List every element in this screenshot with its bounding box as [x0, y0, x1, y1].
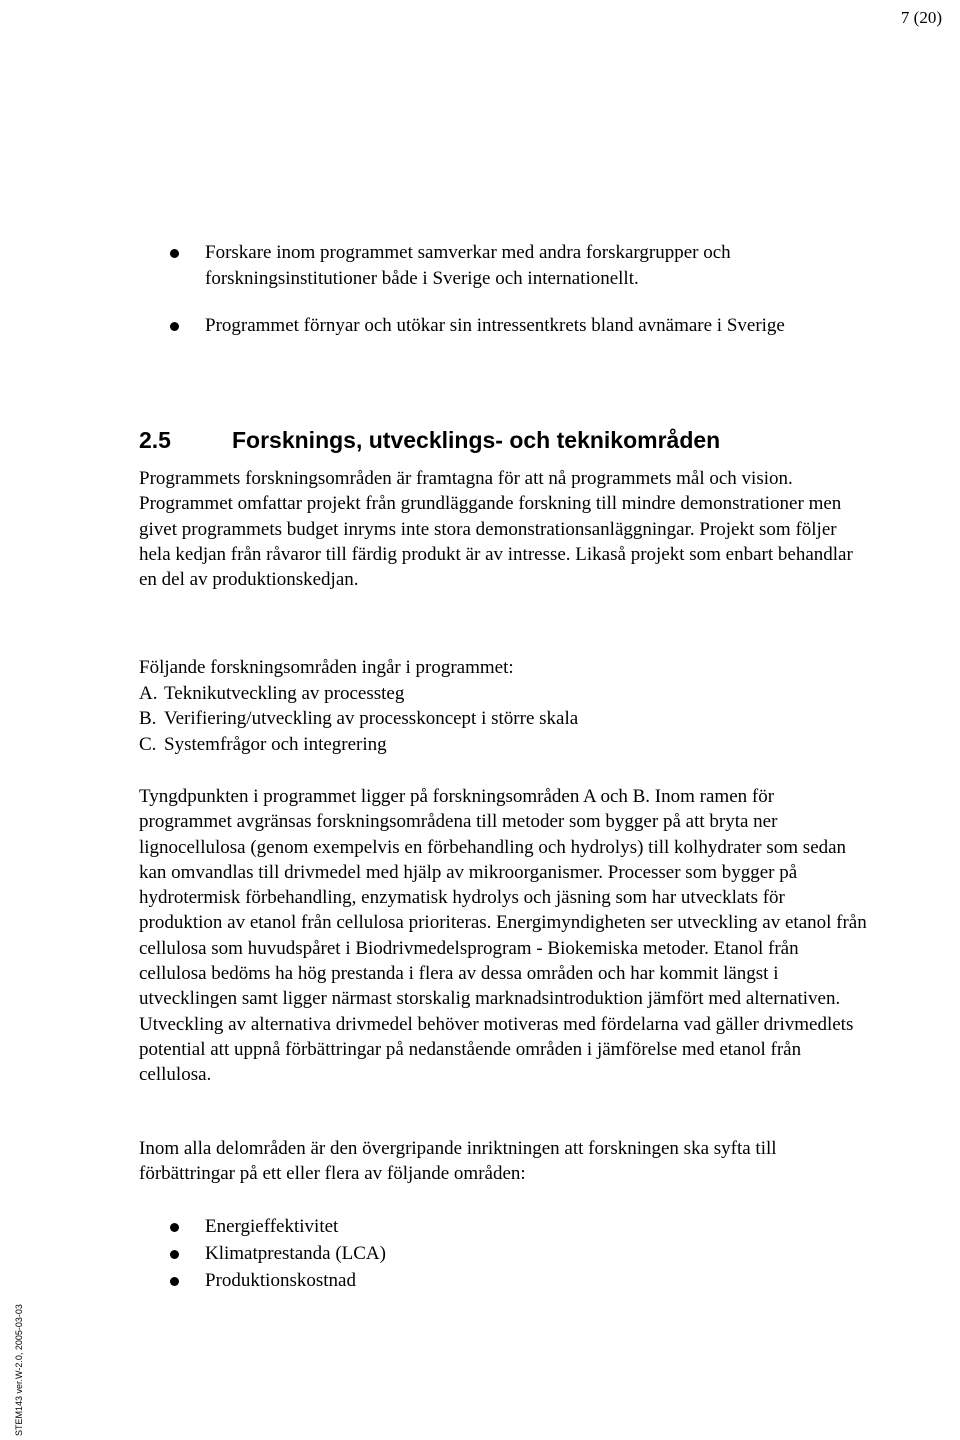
section-title: Forsknings, utvecklings- och teknikområden [232, 427, 721, 453]
area-letter: B. [139, 708, 157, 729]
document-version-label: STEM143 ver.W-2.0, 2005-03-03 [14, 1304, 24, 1436]
bullet-icon [170, 1223, 179, 1232]
bullet-text: Energieffektivitet [205, 1216, 339, 1237]
area-item [139, 732, 869, 758]
directions-paragraph: Inom alla delområden är den övergripande inriktningen att forskningen ska syfta till förbättringar på ett eller flera av följande områden: [139, 1138, 777, 1185]
bullet-text: Forskare inom programmet samverkar med andra forskargrupper och forskningsinstitutioner både i Sverige och internationellt. [205, 242, 731, 289]
bullet-item [0, 313, 845, 339]
page-number: 7 (20) [900, 8, 942, 27]
bullet-icon [170, 322, 179, 331]
bullet-icon [170, 249, 179, 258]
area-text: Systemfrågor och integrering [164, 733, 387, 755]
focus-paragraph: Tyngdpunkten i programmet ligger på forskningsområden A och B. Inom ramen för programmet avgränsas forskningsområdena till metoder som bygger på att bryta ner lignocellulosa (genom exempelvis en förbehandling och hydrolys) till kolhydrater som sedan kan omvandlas till drivmedel med hjälp av mikroorganismer. Processer som bygger på hydrotermisk förbehandling, enzymatisk hydrolys och jäsning som har utvecklats för produktion av etanol från cellulosa prioriteras. Energimyndigheten ser utveckling av etanol från cellulosa som huvudspåret i Biodrivmedelsprogram - Biokemiska metoder. Etanol från cellulosa bedöms ha hög prestanda i flera av dessa områden och har kommit längst i utvecklingen samt ligger närmast storskalig marknadsintroduktion jämfört med alternativen. Utveckling av alternativa drivmedel behöver motiveras med fördelarna vad gäller drivmedlets potential att uppnå förbättringar på nedanstående områden i jämförelse med etanol från cellulosa. [139, 786, 867, 1086]
bullet-text: Programmet förnyar och utökar sin intressentkrets bland avnämare i Sverige [205, 315, 785, 336]
bullet-item [0, 1241, 845, 1267]
area-text: Teknikutveckling av processteg [164, 682, 405, 704]
area-letter: C. [139, 733, 157, 755]
intro-paragraph: Programmets forskningsområden är framtagna för att nå programmets mål och vision. Programmet omfattar projekt från grundläggande forskning till mindre demonstrationer men givet programmets budget inryms inte stora demonstrationsanläggningar. Projekt som följer hela kedjan från råvaror till färdig produkt är av intresse. Likaså projekt som enbart behandlar en del av produktionskedjan. [139, 468, 853, 591]
area-item [139, 706, 869, 732]
bullet-text: Klimatprestanda (LCA) [205, 1243, 386, 1264]
bullet-item [0, 240, 845, 292]
bullet-icon [170, 1277, 179, 1286]
bullet-item [0, 1268, 845, 1294]
area-item [139, 681, 869, 707]
area-text: Verifiering/utveckling av processkoncept i större skala [164, 708, 579, 729]
bullet-icon [170, 1250, 179, 1259]
area-letter: A. [139, 682, 158, 704]
areas-intro: Följande forskningsområden ingår i programmet: [139, 657, 514, 678]
section-number: 2.5 [139, 427, 171, 453]
section-heading [139, 424, 720, 456]
bullet-text: Produktionskostnad [205, 1270, 356, 1291]
research-areas [139, 655, 869, 757]
bullet-item [0, 1214, 845, 1240]
bullet-list-top [0, 240, 845, 360]
bullet-list-bottom [0, 1214, 845, 1295]
